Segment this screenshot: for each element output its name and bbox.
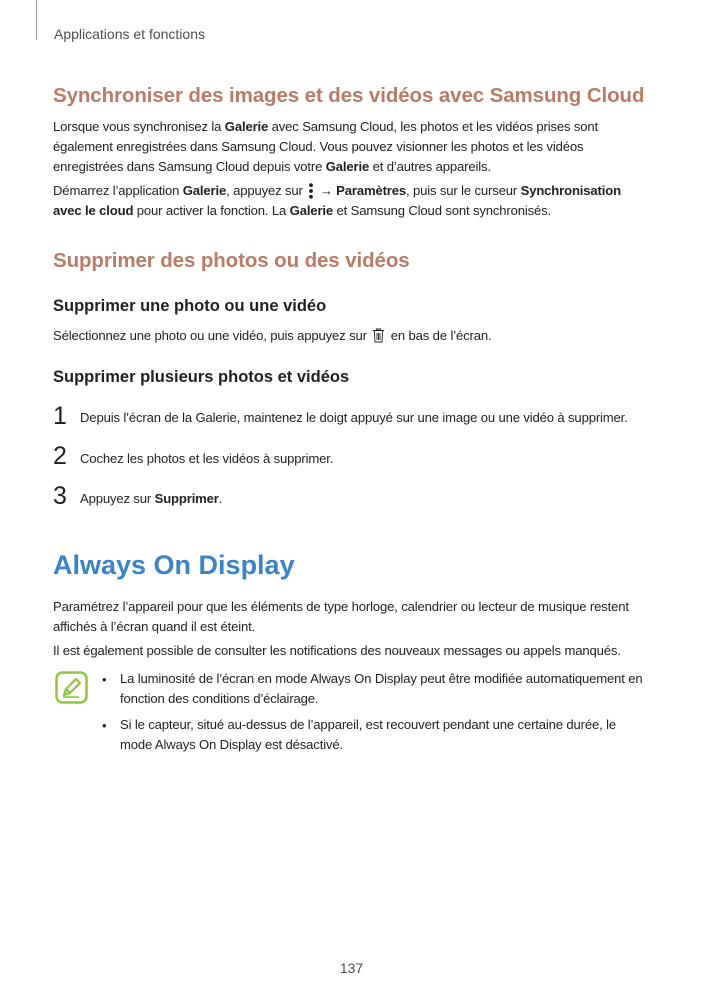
header-rule [36,0,37,40]
delete-heading: Supprimer des photos ou des vidéos [53,249,410,272]
aod-paragraph-2: Il est également possible de consulter les notifications des nouveaux messages ou appels manqués. [53,643,621,658]
aod-heading: Always On Display [53,550,295,580]
aod-paragraph-1: Paramétrez l’appareil pour que les éléments de type horloge, calendrier ou lecteur de musique restent affichés à l’écran quand il est éteint. [53,599,629,634]
step-text: Depuis l’écran de la Galerie, maintenez le doigt appuyé sur une image ou une vidéo à supprimer. [80,410,628,425]
delete-multi-heading: Supprimer plusieurs photos et vidéos [53,368,350,386]
delete-single-text: Sélectionnez une photo ou une vidéo, puis appuyez sur en bas de l’écran. [53,328,492,343]
note-icon [55,671,88,704]
section-label: Applications et fonctions [54,26,205,42]
step-number: 3 [53,482,67,510]
sync-heading: Synchroniser des images et des vidéos avec Samsung Cloud [53,84,645,107]
step-text: Appuyez sur Supprimer. [80,491,223,506]
page-number: 137 [339,960,364,976]
sync-paragraph-1: Lorsque vous synchronisez la Galerie avec Samsung Cloud, les photos et les vidéos prises sont également enregistrées dans Samsung Cloud. Vous pouvez visionner les photos et les vidéos enregistrées dans Samsung Cloud depuis votre Galerie et d’autres appareils. [53,119,599,174]
note-item: Si le capteur, situé au-dessus de l’appareil, est recouvert pendant une certaine durée, le mode Always On Display est désactivé. [120,717,617,752]
note-bullet: • [102,718,107,733]
delete-single-heading: Supprimer une photo ou une vidéo [53,297,327,315]
step-text: Cochez les photos et les vidéos à supprimer. [80,451,334,466]
more-options-icon [307,183,315,199]
step-number: 2 [53,442,67,470]
note-item: La luminosité de l’écran en mode Always On Display peut être modifiée automatiquement en fonction des conditions d’éclairage. [120,671,643,706]
step-number: 1 [53,402,67,430]
trash-icon [372,328,385,343]
sync-paragraph-2: Démarrez l’application Galerie, appuyez sur → Paramètres, puis sur le curseur Synchronisation avec le cloud pour activer la fonction. La Galerie et Samsung Cloud sont synchronisés. [53,183,621,218]
note-bullet: • [102,672,107,687]
